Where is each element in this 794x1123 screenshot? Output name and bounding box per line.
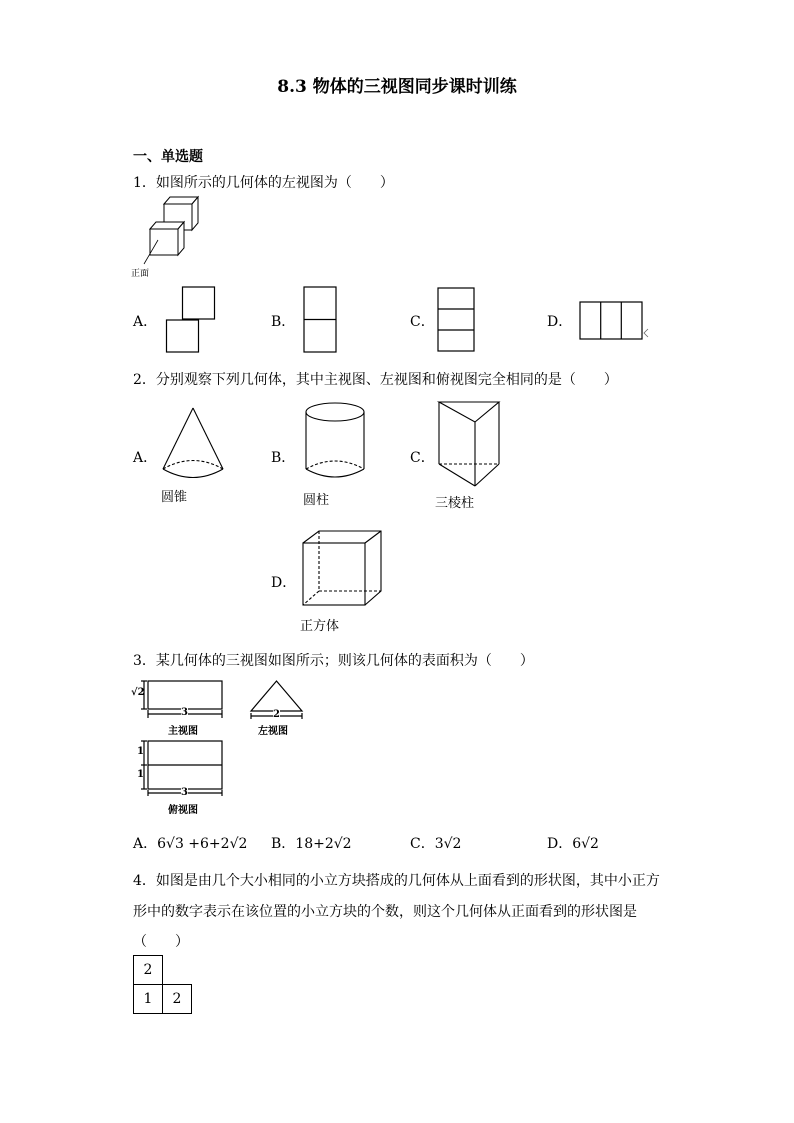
grid-cell-top: 2 (134, 956, 163, 985)
q1-option-a[interactable]: A． (133, 314, 158, 330)
cube-figure[interactable] (300, 529, 386, 609)
q3-top-width-label: 3 (181, 787, 188, 798)
q3-option-a[interactable]: A．6√3 +6+2√2 (133, 836, 248, 852)
q3-left-view-label: 左视图 (258, 726, 288, 737)
front-label: 正面 (131, 269, 150, 279)
prism-caption: 三棱柱 (435, 496, 475, 511)
question-4-line-3: （ ） (133, 934, 189, 950)
triangular-prism-figure[interactable] (437, 400, 503, 490)
q2-option-a[interactable]: A． (133, 450, 158, 466)
q1-option-c[interactable]: C． (410, 314, 435, 330)
q3-left-width-label: 2 (273, 709, 280, 720)
q4-top-view-grid (133, 955, 192, 1014)
q2-option-c[interactable]: C． (410, 450, 435, 466)
grid-cell-bottom-left: 1 (134, 985, 163, 1014)
q1-option-d-figure[interactable] (578, 300, 652, 342)
q1-option-b[interactable]: B． (271, 314, 296, 330)
cone-caption: 圆锥 (161, 490, 188, 505)
q3-sqrt2-label: √2 (131, 687, 145, 698)
q1-option-c-figure[interactable] (437, 286, 479, 356)
q3-top-depth-label-2: 1 (137, 769, 144, 780)
q3-top-depth-label-1: 1 (137, 746, 144, 757)
q1-option-a-figure[interactable] (164, 286, 218, 356)
grid-cell-bottom-right: 2 (163, 985, 192, 1014)
cylinder-caption: 圆柱 (303, 493, 330, 508)
cone-figure[interactable] (160, 406, 226, 484)
question-1-text: 1．如图所示的几何体的左视图为（ ） (133, 175, 394, 191)
q3-top-view-label: 俯视图 (168, 805, 198, 816)
question-4-line-2: 形中的数字表示在该位置的小立方块的个数，则这个几何体从正面看到的形状图是 (133, 904, 637, 920)
page-title: 8.3 物体的三视图同步课时训练 (277, 77, 517, 97)
q3-option-d[interactable]: D．6√2 (547, 836, 599, 852)
q3-option-c[interactable]: C．3√2 (410, 836, 462, 852)
q2-option-d[interactable]: D． (271, 575, 297, 591)
q3-front-width-label: 3 (181, 707, 188, 718)
cylinder-figure[interactable] (303, 401, 369, 487)
question-2-text: 2．分别观察下列几何体，其中主视图、左视图和俯视图完全相同的是（ ） (133, 372, 618, 388)
q3-top-view (130, 738, 230, 800)
q1-option-d[interactable]: D． (547, 314, 573, 330)
cube-caption: 正方体 (300, 619, 340, 634)
q3-front-view-label: 主视图 (168, 726, 198, 737)
question-4-line-1: 4．如图是由几个大小相同的小立方块搭成的几何体从上面看到的形状图，其中小正方 (133, 873, 660, 889)
question-3-text: 3．某几何体的三视图如图所示；则该几何体的表面积为（ ） (133, 653, 534, 669)
q2-option-b[interactable]: B． (271, 450, 296, 466)
q3-option-b[interactable]: B．18+2√2 (271, 836, 352, 852)
section-heading: 一、单选题 (133, 149, 203, 165)
q1-option-b-figure[interactable] (303, 286, 339, 356)
